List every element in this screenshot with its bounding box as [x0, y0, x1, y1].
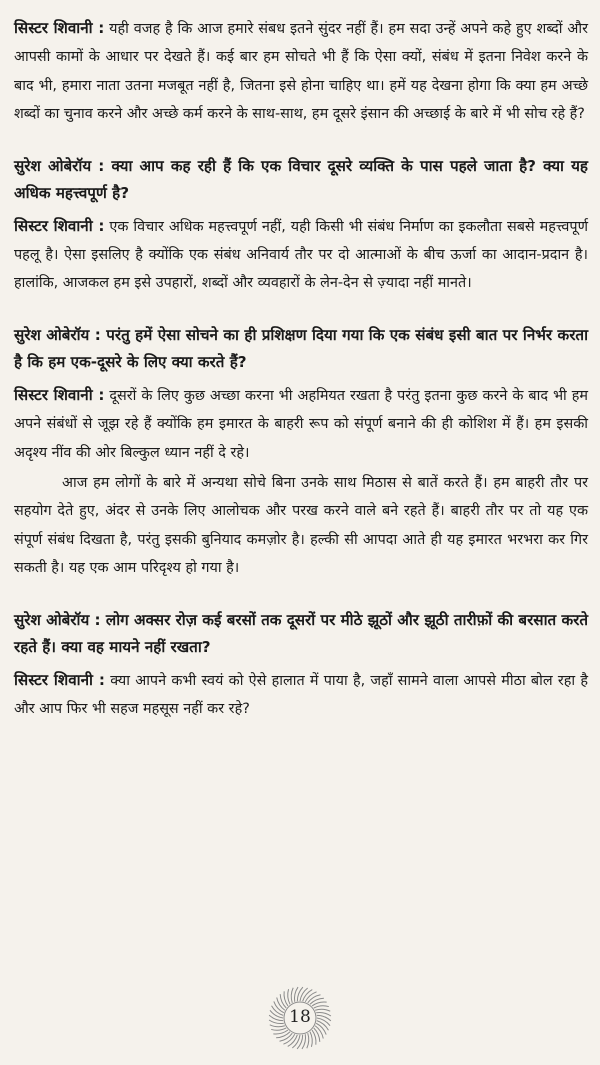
speaker-label: सिस्टर शिवानी : [14, 670, 105, 689]
speaker-label: सुरेश ओबेरॉय : [14, 325, 101, 344]
paragraph-text: आज हम लोगों के बारे में अन्यथा सोचे बिना उनके साथ मिठास से बातें करते हैं। हम बाहरी तौर पर सहयोग देते हुए, अंदर से उनके लिए आलोचक और परख करने वाले बने रहते हैं। बाहरी तौर पर तो यह एक संपूर्ण संबंध दिखता है, परंतु इसकी बुनियाद कमज़ोर है। हल्की सी आपदा आते ही यह इमारत भरभरा कर गिर सकती है। यह एक आम परिदृश्य हो गया है। [14, 475, 588, 577]
ornament-ray [288, 989, 290, 1004]
question-paragraph-2 [14, 322, 588, 377]
page-badge [267, 985, 333, 1051]
answer-paragraph-2 [14, 212, 588, 298]
speaker-label: सिस्टर शिवानी : [14, 216, 105, 235]
speaker-label: सुरेश ओबेरॉय : [14, 156, 105, 175]
answer-text: एक विचार अधिक महत्त्वपूर्ण नहीं, यही किसी भी संबंध निर्माण का इकलौता सबसे महत्त्वपूर्ण पहलू है। ऐसा इसलिए है क्योंकि एक संबंध अनिवार्य तौर पर दो आत्माओं के बीच ऊर्जा का आदान-प्रदान है। हालांकि, आजकल हम इसे उपहारों, शब्दों और व्यवहारों के लेन-देन से ज़्यादा नहीं मानते। [14, 218, 588, 292]
question-text: क्या आप कह रही हैं कि एक विचार दूसरे व्यक्ति के पास पहले जाता है? क्या यह अधिक महत्त्वपूर्ण है? [14, 156, 588, 203]
page-footer [0, 985, 600, 1051]
speaker-label: सिस्टर शिवानी : [14, 19, 105, 37]
answer-paragraph-3 [14, 381, 588, 467]
ornament-ray [291, 988, 293, 1003]
answer-text: क्या आपने कभी स्वयं को ऐसे हालात में पाया है, जहाँ सामने वाला आपसे मीठा बोल रहा है और आप फिर भी सहज महसूस नहीं कर रहे? [14, 672, 589, 718]
question-text: परंतु हमें ऐसा सोचने का ही प्रशिक्षण दिया गया कि एक संबंध इसी बात पर निर्भर करता है कि हम एक-दूसरे के लिए क्या करते हैं? [14, 325, 589, 372]
answer-paragraph-4 [14, 666, 588, 724]
speaker-label: सिस्टर शिवानी : [14, 385, 105, 404]
answer-text: दूसरों के लिए कुछ अच्छा करना भी अहमियत रखता है परंतु इतना कुछ करने के बाद भी हम अपने संबंधों से जूझ रहे हैं क्योंकि हम इमारत के बाहरी रूप को संपूर्ण बनाने की ही कोशिश में हैं। हम इसकी अदृश्य नींव की ओर बिल्कुल ध्यान नहीं दे रहे। [14, 387, 589, 461]
body-paragraph [14, 469, 588, 583]
question-text: लोग अक्सर रोज़ कई बरसों तक दूसरों पर मीठे झूठों और झूठी तारीफ़ों की बरसात करते रहते हैं। क्या वह मायने नहीं रखता? [14, 610, 588, 657]
page-number: 18 [289, 1007, 311, 1027]
answer-paragraph-1 [14, 14, 588, 129]
answer-text: यही वजह है कि आज हमारे संबध इतने सुंदर नहीं हैं। हम सदा उन्हें अपने कहे हुए शब्दों और आपसी कामों के आधार पर देखते हैं। कई बार हम सोचते भी हैं कि ऐसा क्यों, संबंध में इतना निवेश करने के बाद भी, हमारा नाता उतना मजबूत नहीं है, जितना इसे होना चाहिए था। हमें यह देखना होगा कि क्या हम अच्छे शब्दों का चुनाव करने और अच्छे कर्म करने के साथ-साथ, हम दूसरे इंसान की अच्छाई के बारे में भी सोच रहे हैं? [14, 21, 588, 123]
speaker-label: सुरेश ओबेरॉय : [14, 610, 101, 629]
ornament-ray [271, 1028, 286, 1030]
question-paragraph-3 [14, 607, 588, 662]
ornament-ray [307, 1033, 309, 1048]
ornament-ray [310, 1032, 312, 1047]
question-paragraph-1 [14, 153, 588, 208]
